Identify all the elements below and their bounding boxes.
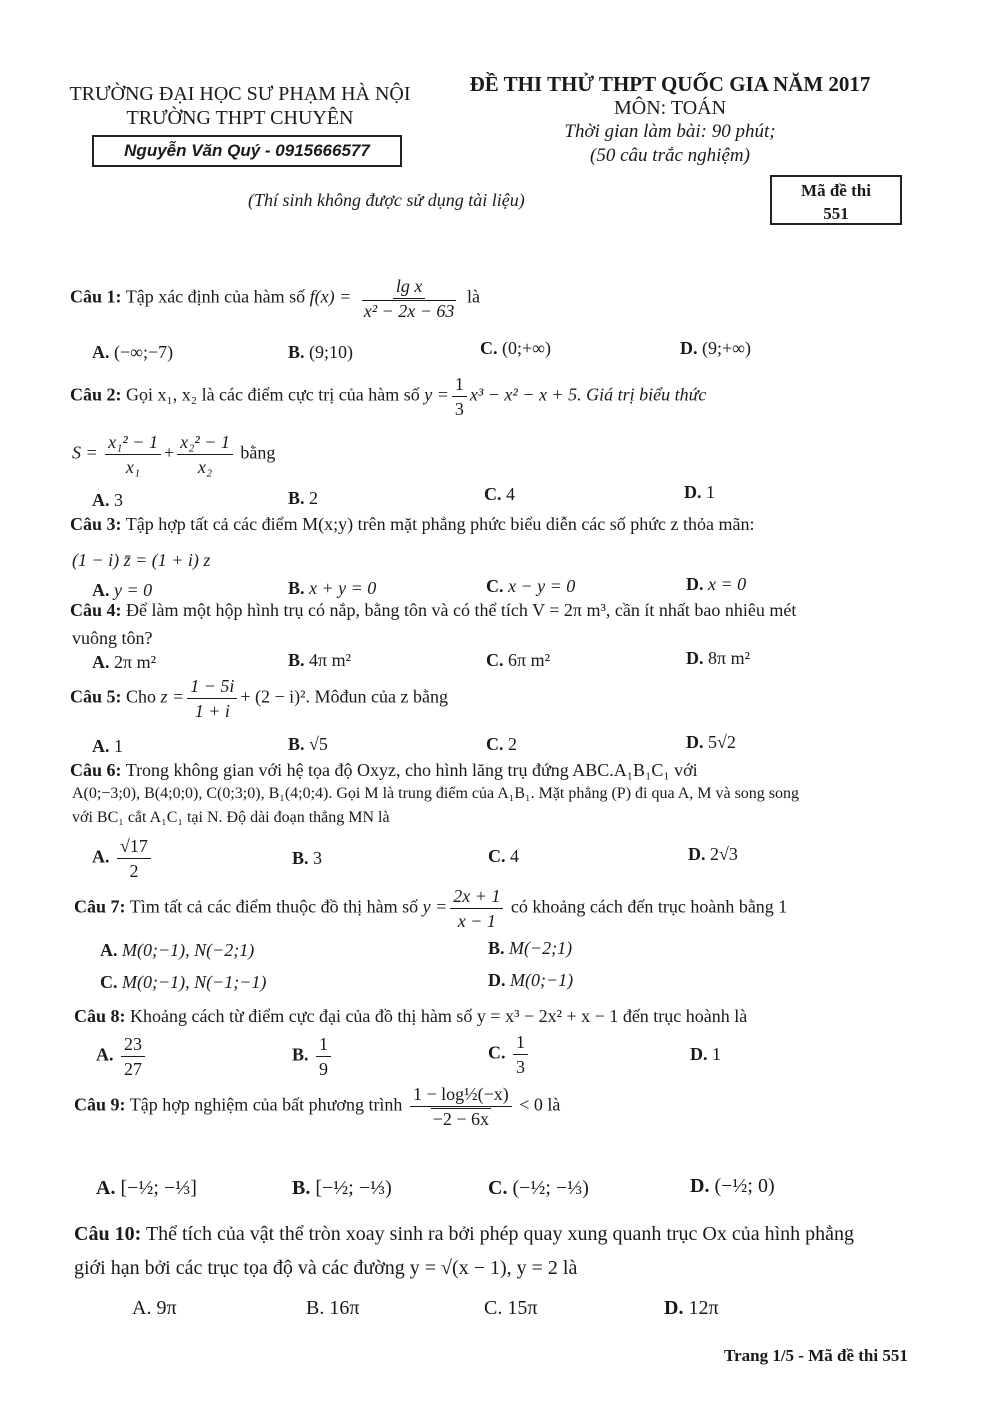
university-name: TRƯỜNG ĐẠI HỌC SƯ PHẠM HÀ NỘI (69, 83, 411, 105)
option-d[interactable]: D. M(0;−1) (488, 970, 574, 990)
question-2-expression: S = $\frac{\text{x₁² − 1}}{\text{x₁}}$ + $\frac{\text{x₂² − 1}}{\text{x₂}}$ bằng (72, 432, 276, 477)
option-d[interactable]: D. 5√2 (686, 732, 736, 752)
question-text: Gọi x₁, x₂ là các điểm cực trị của hàm số (126, 384, 420, 405)
question-text: Tìm tất cả các điểm thuộc đồ thị hàm số (129, 896, 419, 917)
question-3 (70, 512, 930, 536)
question-label: Câu 6: (70, 760, 122, 780)
exam-subject: MÔN: TOÁN (613, 97, 727, 119)
option-a[interactable]: A. $\frac{√17}{2}$ (92, 834, 154, 883)
question-text: giới hạn bởi các trục tọa độ và các đường y = √(x − 1), y = 2 là (74, 1257, 578, 1279)
option-b[interactable]: B. 16π (306, 1297, 360, 1319)
question-label: Câu 5: (70, 686, 122, 707)
question-text: x³ − x² − x + 5. Giá trị biểu thức (469, 384, 707, 405)
exam-header (440, 72, 900, 168)
question-label: Câu 9: (74, 1094, 126, 1115)
option-c[interactable]: C. 4 (484, 484, 515, 504)
numerator: lg x (393, 274, 426, 299)
option-a[interactable]: A. (−∞;−7) (92, 342, 174, 362)
exam-code-box (770, 175, 902, 225)
exam-title: ĐỀ THI THỬ THPT QUỐC GIA NĂM 2017 (469, 72, 871, 96)
option-a[interactable]: A. 3 (92, 490, 123, 510)
question-text: + (2 − i)². Môđun của z bằng (240, 686, 448, 707)
option-a[interactable]: A. [−½; −⅓] (96, 1177, 197, 1199)
option-d[interactable]: D. 12π (664, 1297, 719, 1319)
option-c[interactable]: C. $\frac{1}{3}$ (488, 1030, 531, 1079)
school-header (60, 82, 420, 130)
question-text: A(0;−3;0), B(4;0;0), C(0;3;0), B₁(4;0;4). Gọi M là trung điểm của A₁B₁. Mặt phẳng (P) đi qua A, M và song song (72, 785, 800, 802)
option-c[interactable]: C. 6π m² (486, 650, 550, 670)
question-7: Câu 7: Tìm tất cả các điểm thuộc đồ thị hàm số y = $\frac{2x + 1}{x - 1}$ có khoảng cách đến trục hoành bằng 1 (74, 886, 788, 931)
option-d[interactable]: D. 1 (684, 482, 715, 502)
question-text: với BC₁ cắt A₁C₁ tại N. Độ dài đoạn thẳng MN là (72, 809, 390, 826)
question-text: là (466, 286, 480, 307)
question-8 (74, 1004, 747, 1028)
question-text: Thể tích của vật thể tròn xoay sinh ra bởi phép quay xung quanh trục Ox của hình phẳng (145, 1223, 855, 1245)
exam-note: (Thí sinh không được sử dụng tài liệu) (248, 190, 525, 210)
option-b[interactable]: B. M(−2;1) (488, 938, 573, 958)
option-a[interactable]: A. y = 0 (92, 580, 153, 600)
question-label: Câu 8: (74, 1006, 126, 1026)
option-b[interactable]: B. [−½; −⅓) (292, 1177, 392, 1199)
question-label: Câu 1: (70, 286, 122, 307)
option-d[interactable]: D. 1 (690, 1044, 721, 1064)
question-text: vuông tôn? (72, 628, 153, 648)
question-text: < 0 là (519, 1094, 561, 1115)
exam-count: (50 câu trắc nghiệm) (590, 145, 750, 166)
option-c[interactable]: C. (0;+∞) (480, 338, 551, 358)
option-a[interactable]: A. 2π m² (92, 652, 156, 672)
question-text: Trong không gian với hệ tọa độ Oxyz, cho hình lăng trụ đứng ABC.A₁B₁C₁ với (125, 760, 698, 780)
option-d[interactable]: D. x = 0 (686, 574, 747, 594)
option-c[interactable]: C. x − y = 0 (486, 576, 576, 596)
option-d[interactable]: D. (9;+∞) (680, 338, 751, 358)
option-b[interactable]: B. (9;10) (288, 342, 354, 362)
fraction (359, 274, 460, 323)
option-a[interactable]: A. M(0;−1), N(−2;1) (100, 940, 255, 960)
option-b[interactable]: B. x + y = 0 (288, 578, 377, 598)
question-label: Câu 3: (70, 514, 122, 534)
exam-code: 551 (823, 204, 849, 223)
exam-time: Thời gian làm bài: 90 phút; (564, 121, 776, 142)
option-c[interactable]: C. 2 (486, 734, 517, 754)
school-name: TRƯỜNG THPT CHUYÊN (126, 107, 354, 129)
option-b[interactable]: B. $\frac{1}{9}$ (292, 1032, 334, 1081)
question-text: Tập xác định của hàm số (125, 286, 306, 307)
question-10 (74, 1222, 934, 1246)
question-2: Câu 2: Gọi x₁, x₂ là các điểm cực trị của hàm số y = $\frac{1}{3}$ x³ − x² − x + 5. Giá trị biểu thức (70, 374, 707, 419)
question-label: Câu 4: (70, 600, 122, 620)
option-d[interactable]: D. 2√3 (688, 844, 738, 864)
option-c[interactable]: C. (−½; −⅓) (488, 1177, 589, 1199)
question-text: Khoảng cách từ điểm cực đại của đồ thị hàm số y = x³ − 2x² + x − 1 đến trục hoành là (130, 1006, 748, 1026)
question-4 (70, 598, 930, 622)
option-a[interactable]: A. 9π (132, 1297, 177, 1319)
exam-code-label: Mã đề thi (801, 181, 871, 200)
question-9: Câu 9: Tập hợp nghiệm của bất phương trình $\frac{\text{1 − log½(−x)}}{-2 - 6x}$ < 0 là (74, 1084, 561, 1129)
question-text: Để làm một hộp hình trụ có nắp, bằng tôn và có thể tích V = 2π m³, cần ít nhất bao nhiêu mét (126, 600, 797, 620)
question-3-equation: (1 − i) z̄ = (1 + i) z (72, 550, 211, 570)
option-c[interactable]: C. 15π (484, 1297, 538, 1319)
option-b[interactable]: B. √5 (288, 734, 328, 754)
option-b[interactable]: B. 4π m² (288, 650, 352, 670)
option-a[interactable]: A. $\frac{23}{27}$ (96, 1032, 148, 1081)
question-label: Câu 10: (74, 1223, 142, 1245)
option-c[interactable]: C. M(0;−1), N(−1;−1) (100, 972, 267, 992)
denominator: x² − 2x − 63 (363, 301, 455, 321)
question-label: Câu 2: (70, 384, 122, 405)
question-1 (70, 274, 480, 323)
question-text: Tập hợp tất cả các điểm M(x;y) trên mặt phẳng phức biểu diễn các số phức z thỏa mãn: (125, 514, 755, 534)
option-b[interactable]: B. 2 (288, 488, 319, 508)
option-b[interactable]: B. 3 (292, 848, 323, 868)
question-label: Câu 7: (74, 896, 126, 917)
page-footer: Trang 1/5 - Mã đề thi 551 (724, 1346, 908, 1365)
function-name: f(x) = (309, 286, 352, 307)
option-d[interactable]: D. 8π m² (686, 648, 750, 668)
question-text: Tập hợp nghiệm của bất phương trình (129, 1094, 403, 1115)
option-a[interactable]: A. 1 (92, 736, 123, 756)
question-5: Câu 5: Cho z = $\frac{1 - 5i}{1 + i}$ + (2 − i)². Môđun của z bằng (70, 676, 448, 721)
question-text: có khoảng cách đến trục hoành bằng 1 (510, 896, 788, 917)
option-d[interactable]: D. (−½; 0) (690, 1175, 775, 1197)
author-box: Nguyễn Văn Quý - 0915666577 (92, 135, 402, 167)
question-6 (70, 758, 930, 782)
option-c[interactable]: C. 4 (488, 846, 519, 866)
